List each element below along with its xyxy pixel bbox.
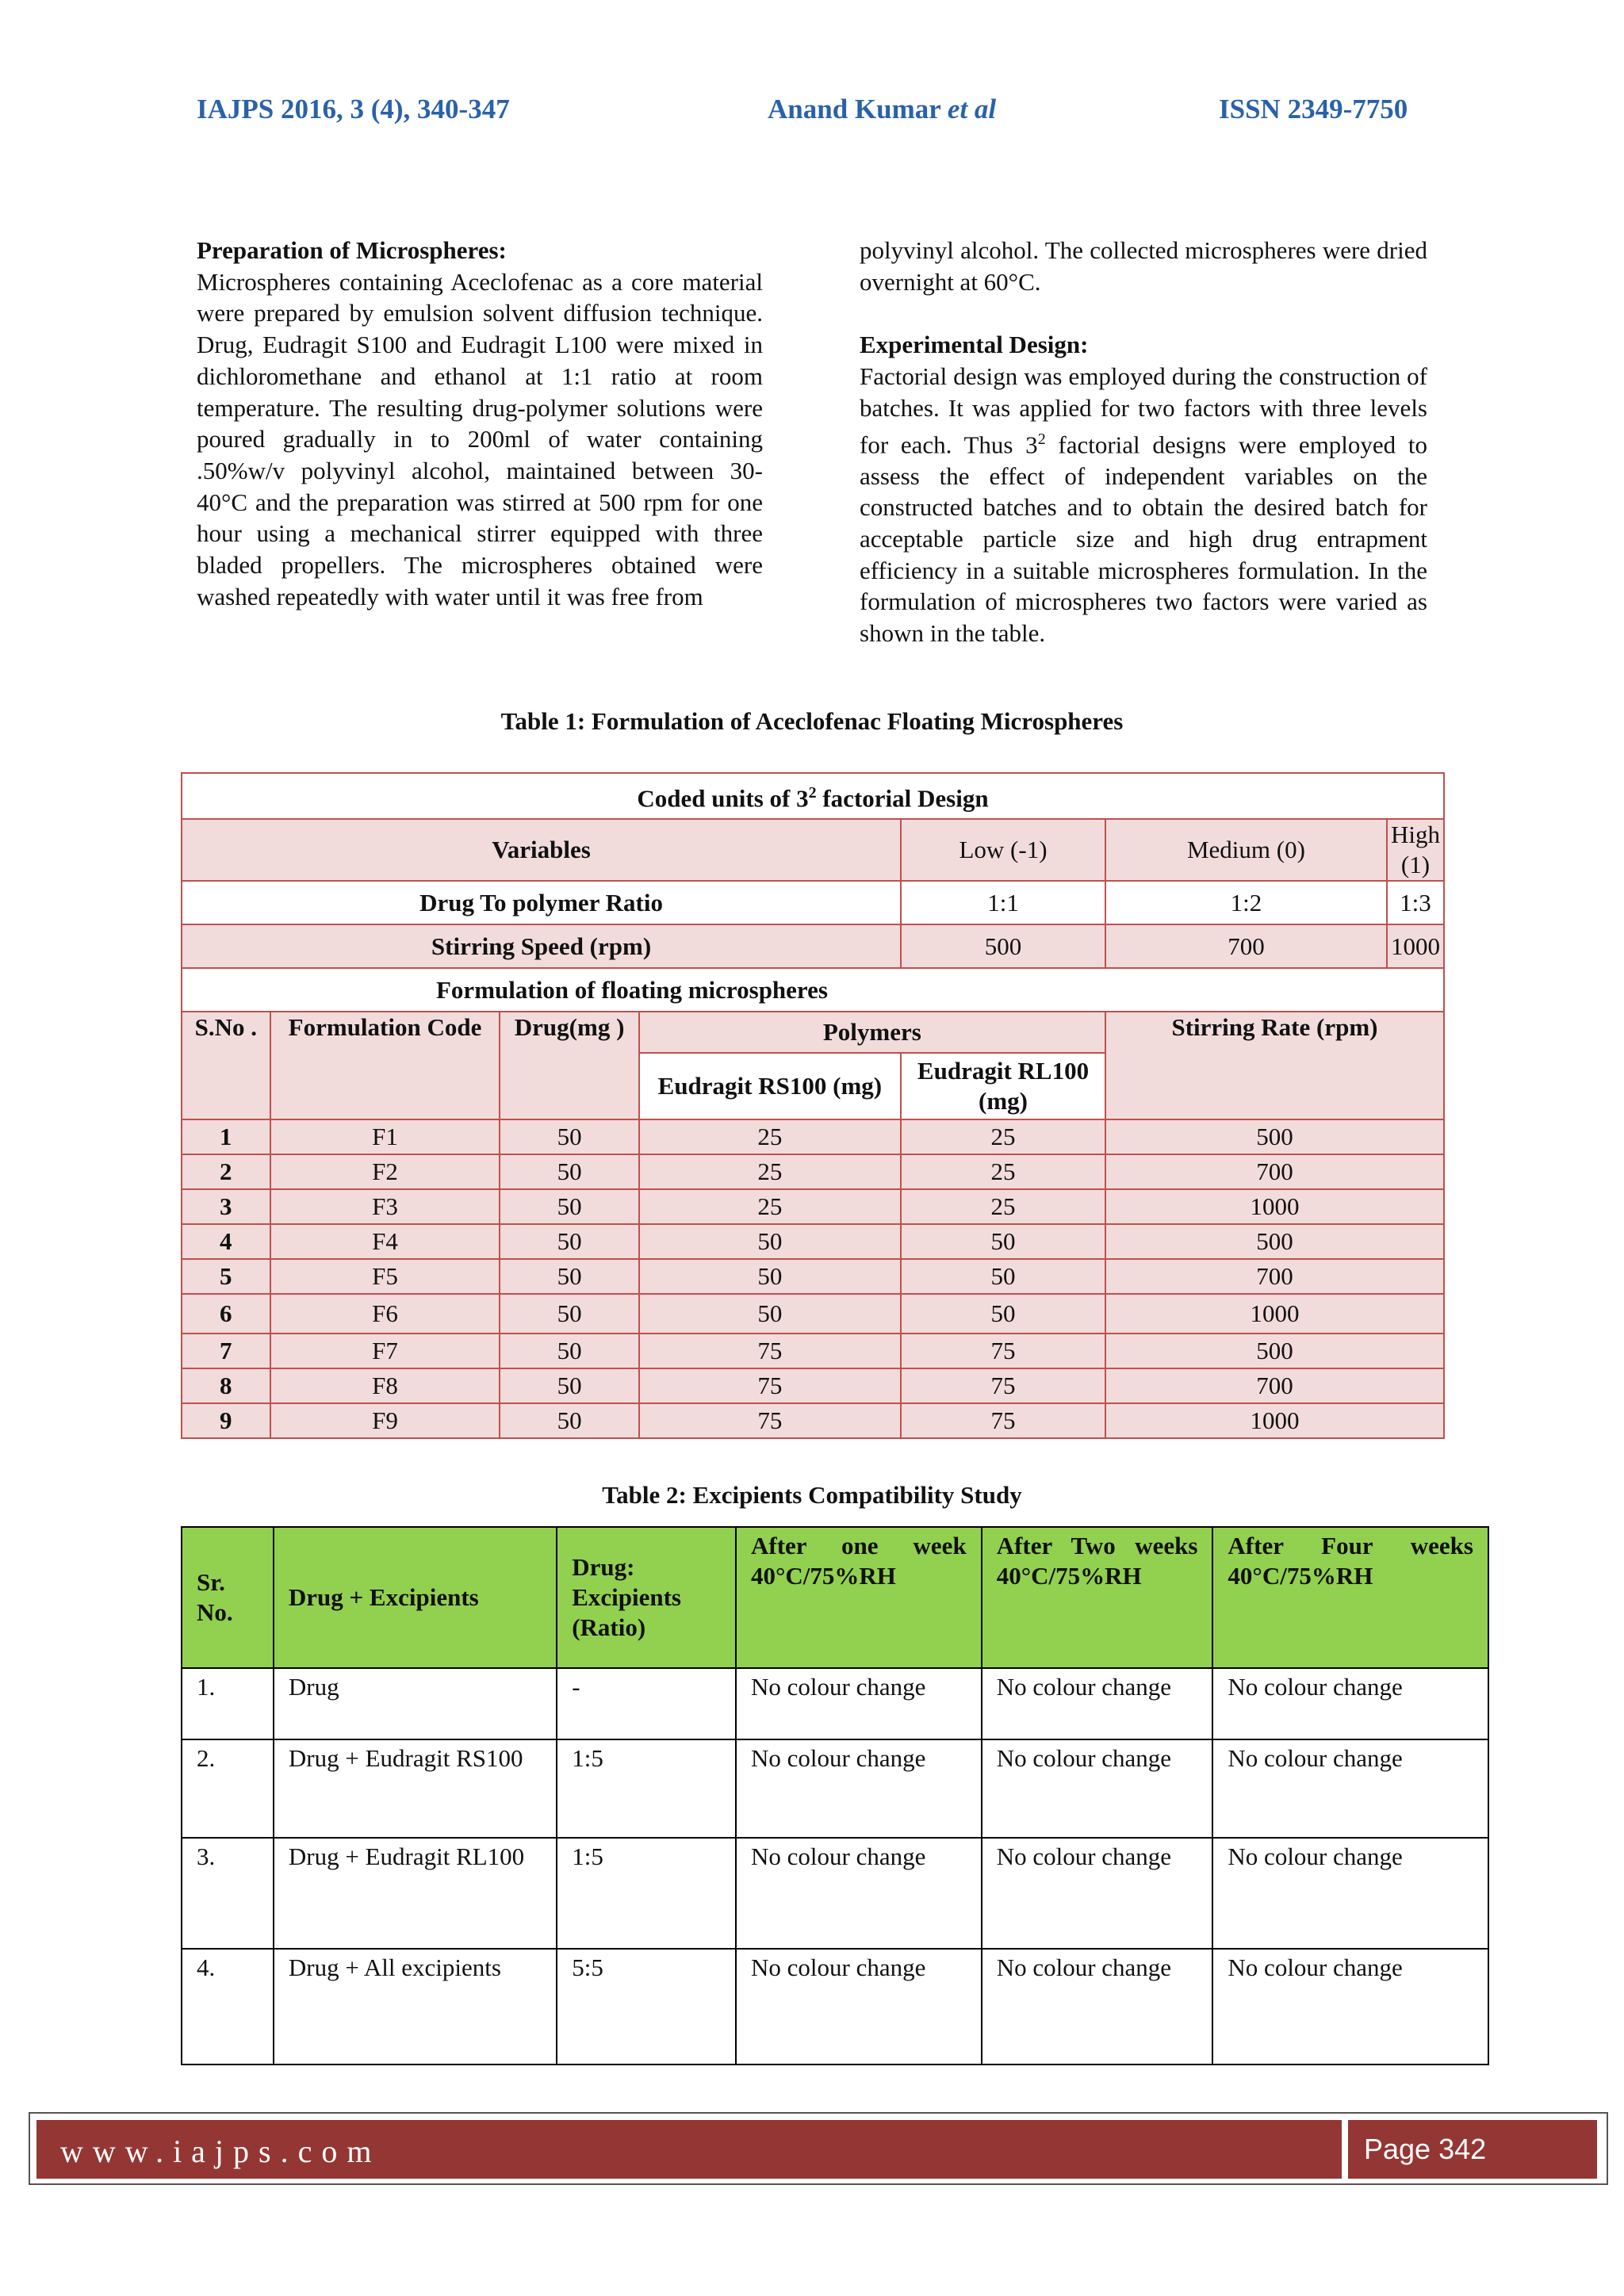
table-row: 6 F6 50 50 50 1000 bbox=[182, 1294, 1444, 1334]
levels-row: Drug To polymer Ratio 1:1 1:2 1:3 bbox=[182, 881, 1444, 924]
page-footer bbox=[29, 2112, 1608, 2185]
section-title-preparation: Preparation of Microspheres: bbox=[197, 236, 507, 264]
right-column bbox=[860, 235, 1427, 649]
table1-caption: Table 1: Formulation of Aceclofenac Floating Microspheres bbox=[500, 707, 1124, 735]
coded-units-title: Coded units of $3^2$ factorial Design bbox=[182, 773, 1444, 819]
page-number: Page 342 bbox=[1364, 2133, 1487, 2165]
journal-citation: IAJPS 2016, 3 (4), 340-347 bbox=[197, 94, 510, 124]
table-row: 1. Drug - No colour change No colour change No colour change bbox=[182, 1668, 1488, 1739]
table2-caption: Table 2: Excipients Compatibility Study bbox=[602, 1481, 1022, 1509]
table-row: 2 F2 50 25 25 700 bbox=[182, 1154, 1444, 1189]
table-row: 9 F9 50 75 75 1000 bbox=[182, 1403, 1444, 1438]
continuation-paragraph: polyvinyl alcohol. The collected microspheres were dried overnight at 60°C. bbox=[860, 236, 1427, 296]
experimental-paragraph: Factorial design was employed during the construction of batches. It was applied for two factors with three levels for each. Thus $3^2$ factorial designs were employed to assess the effect of independent variables on the constructed batches and to obtain the desired batch for acceptable particle size and high drug entrapment efficiency in a suitable microspheres formulation. In the formulation of microspheres two factors were varied as shown in the table. bbox=[860, 362, 1427, 648]
col-stirring: Stirring Rate (rpm) bbox=[1105, 1012, 1444, 1119]
compatibility-header-row: Sr. No. Drug + Excipients Drug: Excipients (Ratio) After one week 40°C/75%RH After Two weeks 40°C/75%RH After Four weeks 40°C/75%RH bbox=[182, 1527, 1488, 1668]
col-rs100: Eudragit RS100 (mg) bbox=[639, 1053, 901, 1119]
col-polymers: Polymers bbox=[639, 1012, 1105, 1053]
table-row: 2. Drug + Eudragit RS100 1:5 No colour change No colour change No colour change bbox=[182, 1739, 1488, 1838]
table-row: 7 F7 50 75 75 500 bbox=[182, 1334, 1444, 1368]
col-sno: S.No . bbox=[182, 1012, 270, 1119]
left-column bbox=[197, 235, 763, 612]
table-row: 4 F4 50 50 50 500 bbox=[182, 1224, 1444, 1259]
preparation-paragraph: Microspheres containing Aceclofenac as a core material were prepared by emulsion solvent diffusion technique. Drug, Eudragit S100 and Eudragit L100 were mixed in dichloromethane and ethanol at 1:1 ratio at room temperature. The resulting drug-polymer solutions were poured gradually in to 200ml of water containing .50%w/v polyvinyl alcohol, maintained between 30-40°C and the preparation was stirred at 500 rpm for one hour using a mechanical stirrer equipped with three bladed propellers. The microspheres obtained were washed repeatedly with water until it was free from bbox=[197, 267, 763, 610]
table-row: 1 F1 50 25 25 500 bbox=[182, 1119, 1444, 1154]
compatibility-table bbox=[181, 1526, 1489, 2065]
table-row: 4. Drug + All excipients 5:5 No colour change No colour change No colour change bbox=[182, 1949, 1488, 2064]
formulation-table bbox=[181, 772, 1445, 1439]
author-name: Anand Kumar bbox=[768, 94, 948, 124]
author-etal: et al bbox=[947, 94, 997, 124]
levels-header-row: Variables Low (-1) Medium (0) High (1) bbox=[182, 819, 1444, 881]
levels-row: Stirring Speed (rpm) 500 700 1000 bbox=[182, 924, 1444, 968]
author-line bbox=[768, 94, 996, 125]
col-code: Formulation Code bbox=[270, 1012, 500, 1119]
issn: ISSN 2349-7750 bbox=[1219, 94, 1408, 124]
table-row: 3. Drug + Eudragit RL100 1:5 No colour change No colour change No colour change bbox=[182, 1838, 1488, 1949]
table-row: 3 F3 50 25 25 1000 bbox=[182, 1189, 1444, 1224]
section-title-experimental: Experimental Design: bbox=[860, 331, 1089, 359]
formulation-title: Formulation of floating microspheres bbox=[182, 968, 1444, 1012]
col-rl100: Eudragit RL100 (mg) bbox=[901, 1053, 1105, 1119]
table-row: 8 F8 50 75 75 700 bbox=[182, 1368, 1444, 1403]
table-row: 5 F5 50 50 50 700 bbox=[182, 1259, 1444, 1294]
col-drug: Drug(mg ) bbox=[500, 1012, 638, 1119]
footer-url[interactable]: www.iajps.com bbox=[60, 2133, 381, 2169]
